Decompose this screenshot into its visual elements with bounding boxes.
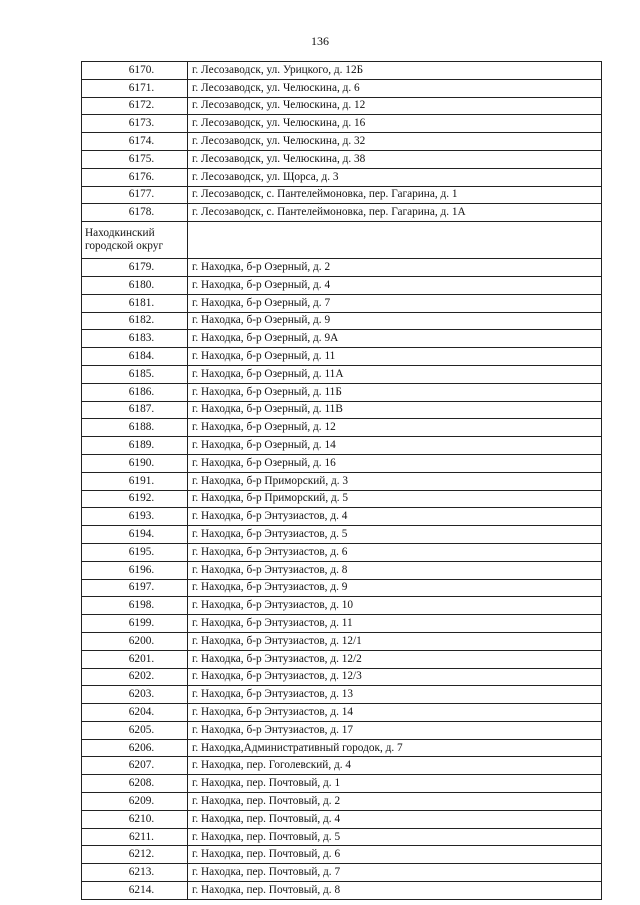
- table-row: [82, 97, 602, 115]
- row-address: г. Находка, пер. Почтовый, д. 2: [188, 793, 602, 811]
- row-address: г. Находка, б-р Энтузиастов, д. 5: [188, 526, 602, 544]
- row-number: 6198.: [82, 597, 188, 615]
- row-address: г. Лесозаводск, с. Пантелеймоновка, пер. Гагарина, д. 1: [188, 186, 602, 204]
- table-row: [82, 168, 602, 186]
- row-address: г. Лесозаводск, ул. Челюскина, д. 38: [188, 150, 602, 168]
- table-row: [82, 472, 602, 490]
- table-row: [82, 597, 602, 615]
- page-number: 136: [311, 34, 329, 48]
- row-number: 6201.: [82, 650, 188, 668]
- row-number: 6173.: [82, 115, 188, 133]
- table-body-group: [82, 222, 602, 259]
- row-address: г. Находка, пер. Гоголевский, д. 4: [188, 757, 602, 775]
- row-address: г. Находка, б-р Энтузиастов, д. 13: [188, 686, 602, 704]
- row-number: 6197.: [82, 579, 188, 597]
- row-number: 6180.: [82, 276, 188, 294]
- row-number: 6194.: [82, 526, 188, 544]
- table-row: [82, 259, 602, 277]
- row-number: 6210.: [82, 810, 188, 828]
- row-address: г. Находка, б-р Озерный, д. 9А: [188, 330, 602, 348]
- row-address: г. Находка, б-р Энтузиастов, д. 12/3: [188, 668, 602, 686]
- row-address: г. Находка, б-р Энтузиастов, д. 4: [188, 508, 602, 526]
- row-address: г. Находка, б-р Озерный, д. 16: [188, 454, 602, 472]
- table-row: [82, 490, 602, 508]
- row-address: г. Находка, б-р Приморский, д. 3: [188, 472, 602, 490]
- table-row: [82, 810, 602, 828]
- table-row: [82, 150, 602, 168]
- table-row: [82, 330, 602, 348]
- row-address: г. Находка, б-р Энтузиастов, д. 17: [188, 721, 602, 739]
- table-row: [82, 115, 602, 133]
- row-address: г. Лесозаводск, ул. Щорса, д. 3: [188, 168, 602, 186]
- row-address: г. Лесозаводск, ул. Челюскина, д. 6: [188, 79, 602, 97]
- row-address: г. Лесозаводск, ул. Челюскина, д. 32: [188, 133, 602, 151]
- row-number: 6199.: [82, 615, 188, 633]
- row-number: 6204.: [82, 704, 188, 722]
- row-address: г. Находка, б-р Озерный, д. 9: [188, 312, 602, 330]
- row-number: 6191.: [82, 472, 188, 490]
- group-label: Находкинский городской округ: [82, 222, 188, 259]
- row-number: 6170.: [82, 62, 188, 80]
- row-number: 6196.: [82, 561, 188, 579]
- group-row: [82, 222, 602, 259]
- table-row: [82, 186, 602, 204]
- table-row: [82, 437, 602, 455]
- table-row: [82, 401, 602, 419]
- table-row: [82, 615, 602, 633]
- table-row: [82, 454, 602, 472]
- row-number: 6186.: [82, 383, 188, 401]
- row-address: г. Находка, б-р Озерный, д. 4: [188, 276, 602, 294]
- table-row: [82, 294, 602, 312]
- table-row: [82, 508, 602, 526]
- table-row: [82, 721, 602, 739]
- row-number: 6175.: [82, 150, 188, 168]
- table-row: [82, 312, 602, 330]
- row-number: 6172.: [82, 97, 188, 115]
- row-number: 6181.: [82, 294, 188, 312]
- row-address: г. Находка, б-р Озерный, д. 14: [188, 437, 602, 455]
- table-row: [82, 828, 602, 846]
- row-address: г. Находка, пер. Почтовый, д. 1: [188, 775, 602, 793]
- table-row: [82, 632, 602, 650]
- row-address: г. Лесозаводск, ул. Челюскина, д. 12: [188, 97, 602, 115]
- row-number: 6203.: [82, 686, 188, 704]
- row-number: 6213.: [82, 864, 188, 882]
- table-row: [82, 276, 602, 294]
- table-row: [82, 882, 602, 900]
- table-row: [82, 704, 602, 722]
- row-number: 6185.: [82, 365, 188, 383]
- row-number: 6192.: [82, 490, 188, 508]
- row-number: 6202.: [82, 668, 188, 686]
- table-row: [82, 793, 602, 811]
- table-row: [82, 561, 602, 579]
- row-address: г. Находка, б-р Озерный, д. 2: [188, 259, 602, 277]
- row-number: 6189.: [82, 437, 188, 455]
- table-row: [82, 543, 602, 561]
- table-row: [82, 62, 602, 80]
- table-row: [82, 864, 602, 882]
- table-row: [82, 79, 602, 97]
- row-address: г. Находка, б-р Озерный, д. 7: [188, 294, 602, 312]
- table-body-bottom: [82, 259, 602, 900]
- row-address: г. Находка, б-р Озерный, д. 11В: [188, 401, 602, 419]
- row-number: 6183.: [82, 330, 188, 348]
- row-number: 6188.: [82, 419, 188, 437]
- row-address: г. Находка, б-р Энтузиастов, д. 6: [188, 543, 602, 561]
- table-row: [82, 686, 602, 704]
- table-row: [82, 668, 602, 686]
- row-number: 6176.: [82, 168, 188, 186]
- row-number: 6208.: [82, 775, 188, 793]
- row-address: г. Находка,Административный городок, д. 7: [188, 739, 602, 757]
- table-row: [82, 757, 602, 775]
- table-body-top: [82, 62, 602, 222]
- row-number: 6182.: [82, 312, 188, 330]
- row-number: 6206.: [82, 739, 188, 757]
- table-row: [82, 133, 602, 151]
- row-address: г. Находка, б-р Приморский, д. 5: [188, 490, 602, 508]
- row-address: г. Находка, пер. Почтовый, д. 6: [188, 846, 602, 864]
- table-row: [82, 204, 602, 222]
- row-address: г. Находка, б-р Озерный, д. 11Б: [188, 383, 602, 401]
- row-address: г. Находка, пер. Почтовый, д. 4: [188, 810, 602, 828]
- row-number: 6195.: [82, 543, 188, 561]
- address-registry-table: [81, 61, 602, 900]
- row-number: 6179.: [82, 259, 188, 277]
- table-row: [82, 650, 602, 668]
- row-number: 6193.: [82, 508, 188, 526]
- row-address: г. Лесозаводск, с. Пантелеймоновка, пер. Гагарина, д. 1А: [188, 204, 602, 222]
- row-number: 6200.: [82, 632, 188, 650]
- row-address: г. Лесозаводск, ул. Челюскина, д. 16: [188, 115, 602, 133]
- row-number: 6205.: [82, 721, 188, 739]
- row-number: 6178.: [82, 204, 188, 222]
- row-address: г. Находка, б-р Озерный, д. 11А: [188, 365, 602, 383]
- row-address: г. Находка, б-р Энтузиастов, д. 10: [188, 597, 602, 615]
- table-row: [82, 365, 602, 383]
- row-address: г. Находка, пер. Почтовый, д. 8: [188, 882, 602, 900]
- row-address: г. Находка, б-р Энтузиастов, д. 8: [188, 561, 602, 579]
- row-address: г. Находка, б-р Энтузиастов, д. 9: [188, 579, 602, 597]
- row-address: г. Находка, б-р Озерный, д. 12: [188, 419, 602, 437]
- row-number: 6171.: [82, 79, 188, 97]
- row-address: г. Находка, пер. Почтовый, д. 5: [188, 828, 602, 846]
- row-number: 6174.: [82, 133, 188, 151]
- row-number: 6184.: [82, 348, 188, 366]
- table-row: [82, 526, 602, 544]
- table-row: [82, 579, 602, 597]
- row-address: г. Лесозаводск, ул. Урицкого, д. 12Б: [188, 62, 602, 80]
- row-address: г. Находка, б-р Энтузиастов, д. 14: [188, 704, 602, 722]
- row-address: г. Находка, пер. Почтовый, д. 7: [188, 864, 602, 882]
- row-number: 6209.: [82, 793, 188, 811]
- table-row: [82, 348, 602, 366]
- row-number: 6211.: [82, 828, 188, 846]
- row-number: 6207.: [82, 757, 188, 775]
- row-number: 6212.: [82, 846, 188, 864]
- row-number: 6187.: [82, 401, 188, 419]
- table-row: [82, 739, 602, 757]
- row-number: 6177.: [82, 186, 188, 204]
- row-address: г. Находка, б-р Озерный, д. 11: [188, 348, 602, 366]
- row-address: г. Находка, б-р Энтузиастов, д. 11: [188, 615, 602, 633]
- table-row: [82, 419, 602, 437]
- row-number: 6190.: [82, 454, 188, 472]
- row-address: г. Находка, б-р Энтузиастов, д. 12/2: [188, 650, 602, 668]
- table-row: [82, 846, 602, 864]
- table-row: [82, 383, 602, 401]
- group-empty-cell: [188, 222, 602, 259]
- table-row: [82, 775, 602, 793]
- row-address: г. Находка, б-р Энтузиастов, д. 12/1: [188, 632, 602, 650]
- row-number: 6214.: [82, 882, 188, 900]
